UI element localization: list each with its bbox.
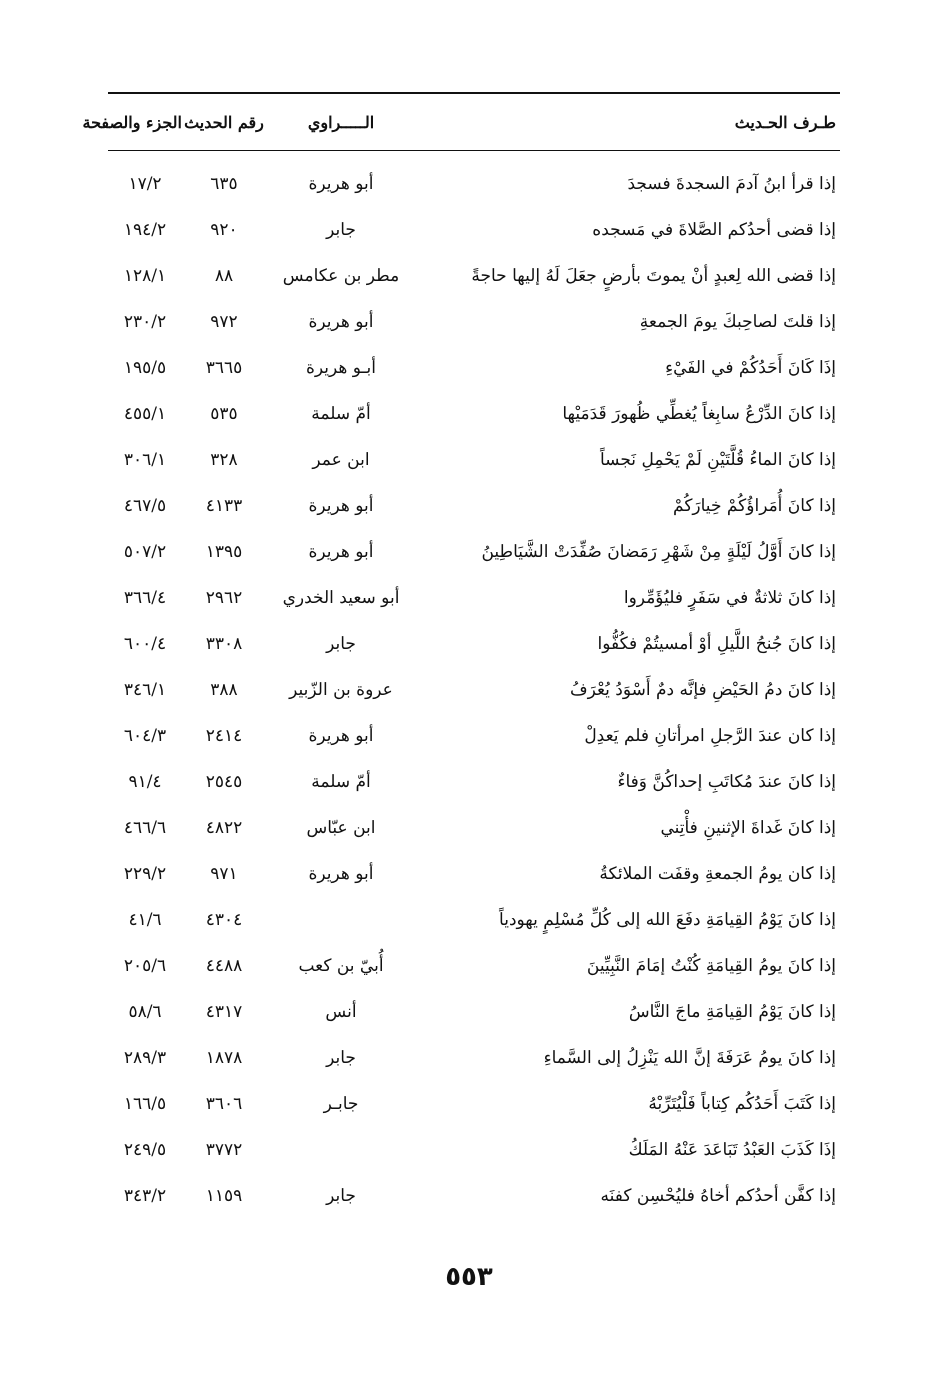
hadith-text: إذا كانَ جُنحُ اللَّيلِ أوْ أمسيتُمْ فكُفُّوا <box>597 634 836 654</box>
table-row <box>108 483 840 529</box>
volume-page: ٢٣٠/٢ <box>123 312 167 332</box>
narrator: جابر <box>326 1186 356 1206</box>
narrator: أبو هريرة <box>308 496 374 516</box>
hadith-text: إذا كانَ يَوْمُ القِيامَةِ دفَعَ الله إلى كُلِّ مُسْلِمٍ يهودياً <box>499 910 836 930</box>
volume-page: ٢٢٩/٢ <box>123 864 167 884</box>
narrator: ابن عمر <box>312 450 370 470</box>
narrator: أبو هريرة <box>308 726 374 746</box>
volume-page: ٩١/٤ <box>128 772 162 792</box>
hadith-number: ٣٣٠٨ <box>205 634 243 654</box>
table-row <box>108 1081 840 1127</box>
hadith-text: إذا كانَ أَوَّلُ لَيْلَةٍ مِنْ شَهْرِ رَمَضانَ صُفِّدَتْ الشَّيَاطِينُ <box>481 542 836 562</box>
narrator: أبو هريرة <box>308 174 374 194</box>
table-row <box>108 805 840 851</box>
volume-page: ٢٠٥/٦ <box>123 956 167 976</box>
hadith-text: إذا كانَ يومُ القِيامَةِ كُنْتُ إمَامَ النَّبِيِّينَ <box>586 956 836 976</box>
hadith-index-table <box>82 92 840 1219</box>
hadith-text: إذا كانَ الدِّرْعُ سابِغاً يُغطِّي ظُهورَ قَدَمَيْها <box>562 404 836 424</box>
table-row <box>108 345 840 391</box>
hadith-number: ٣٦٦٥ <box>205 358 243 378</box>
hadith-number: ٩٢٠ <box>210 220 238 240</box>
hadith-text: إذا كان يومُ الجمعةِ وقفَت الملائكةُ <box>599 864 836 884</box>
hadith-number: ٤٣٠٤ <box>205 910 243 930</box>
header-ref: الجزء والصفحة <box>82 112 182 132</box>
table-row <box>108 207 840 253</box>
hadith-text: إذا كانَ عندَ مُكاتَبِ إحداكُنَّ وَفاءٌ <box>617 772 836 792</box>
hadith-number: ٩٧٢ <box>210 312 238 332</box>
table-row <box>108 713 840 759</box>
hadith-number: ٣٧٧٢ <box>205 1140 243 1160</box>
hadith-text: إذا كان عندَ الرَّجلِ امرأتانِ فلم يَعدِلْ <box>584 726 836 746</box>
volume-page: ١٢٨/١ <box>123 266 167 286</box>
table-row <box>108 1035 840 1081</box>
hadith-number: ٤١٣٣ <box>205 496 243 516</box>
header-number: رقم الحديث <box>184 112 264 132</box>
table-row <box>108 575 840 621</box>
table-row <box>108 897 840 943</box>
hadith-text: إذا كانَ أُمَراؤُكُمْ خِيارَكُمْ <box>673 496 836 516</box>
hadith-number: ٣٨٨ <box>210 680 238 700</box>
volume-page: ٢٤٩/٥ <box>123 1140 167 1160</box>
hadith-text: إذا قضى الله لِعبدٍ أنْ يموتَ بأرضٍ جعَلَ لَهُ إليها حاجةً <box>471 266 836 286</box>
header-text: طـرف الحـديث <box>734 112 836 132</box>
table-row <box>108 391 840 437</box>
hadith-number: ١٣٩٥ <box>205 542 243 562</box>
hadith-text: إذا كانَ ثلاثةٌ في سَفَرٍ فليُؤَمِّروا <box>623 588 836 608</box>
table-header <box>82 94 840 150</box>
narrator: مطر بن عكامس <box>282 266 400 286</box>
hadith-number: ٥٣٥ <box>210 404 238 424</box>
volume-page: ١٩٥/٥ <box>123 358 167 378</box>
hadith-number: ١٨٧٨ <box>205 1048 243 1068</box>
hadith-text: إذا قلتَ لصاحِبكَ يومَ الجمعةِ <box>639 312 836 332</box>
narrator: أُبيّ بن كعب <box>298 956 384 976</box>
narrator: أمّ سلمة <box>311 404 371 424</box>
table-row <box>108 1127 840 1173</box>
narrator: أبو سعيد الخدري <box>282 588 400 608</box>
page-number: ٥٥٣ <box>445 1262 493 1292</box>
hadith-text: إذا قرأ ابنُ آدمَ السجدةَ فسجدَ <box>627 174 836 194</box>
table-row <box>108 667 840 713</box>
volume-page: ١٩٤/٢ <box>123 220 167 240</box>
volume-page: ٤٥٥/١ <box>123 404 167 424</box>
table-row <box>108 621 840 667</box>
hadith-text: إذا كانَ غَداةَ الإثنينِ فأْتِني <box>660 818 836 838</box>
volume-page: ٤١/٦ <box>128 910 162 930</box>
hadith-text: إذَا كَانَ أَحَدُكُمْ في الفَيْءِ <box>665 358 836 378</box>
hadith-number: ٢٤١٤ <box>205 726 243 746</box>
narrator: أبو هريرة <box>308 864 374 884</box>
header-narrator: الـــــراوي <box>307 112 375 132</box>
narrator: ابن عبّاس <box>306 818 376 838</box>
hadith-number: ٢٥٤٥ <box>205 772 243 792</box>
volume-page: ١٧/٢ <box>128 174 162 194</box>
hadith-number: ٣٦٠٦ <box>205 1094 243 1114</box>
narrator: أبـو هريرة <box>306 358 376 378</box>
narrator: جابر <box>326 220 356 240</box>
narrator: جابر <box>326 1048 356 1068</box>
hadith-text: إذا كانَ يَوْمُ القِيامَةِ ماجَ النَّاسُ <box>628 1002 836 1022</box>
narrator: أمّ سلمة <box>311 772 371 792</box>
hadith-number: ٦٣٥ <box>210 174 238 194</box>
table-row <box>108 437 840 483</box>
table-row <box>108 253 840 299</box>
hadith-text: إذا كانَ الماءُ قُلَّتَيْنِ لَمْ يَحْمِلِ نَجساً <box>599 450 836 470</box>
volume-page: ٥٨/٦ <box>128 1002 162 1022</box>
hadith-number: ١١٥٩ <box>205 1186 243 1206</box>
narrator: أبو هريرة <box>308 312 374 332</box>
table-row <box>108 759 840 805</box>
hadith-number: ٤٨٢٢ <box>205 818 243 838</box>
narrator: جابر <box>326 634 356 654</box>
narrator: أبو هريرة <box>308 542 374 562</box>
hadith-text: إذا قضى أحدُكم الصَّلاةَ في مَسجده <box>592 220 836 240</box>
table-row <box>108 989 840 1035</box>
table-row <box>108 851 840 897</box>
volume-page: ٣٤٣/٢ <box>123 1186 167 1206</box>
narrator: عروة بن الزّبير <box>289 680 393 700</box>
hadith-number: ٤٣١٧ <box>205 1002 243 1022</box>
hadith-number: ٣٢٨ <box>210 450 238 470</box>
table-row <box>108 529 840 575</box>
narrator: أنس <box>325 1002 357 1022</box>
volume-page: ٣٠٦/١ <box>123 450 167 470</box>
volume-page: ٤٦٦/٦ <box>123 818 167 838</box>
volume-page: ٣٦٦/٤ <box>123 588 167 608</box>
hadith-text: إذا كانَ دمُ الحَيْضِ فإنَّه دمٌ أَسْوَدُ يُعْرَفُ <box>569 680 836 700</box>
hadith-text: إذا كَتَبَ أَحَدُكُم كِتاباً فَلْيُتَرِّبْهُ <box>648 1094 836 1114</box>
volume-page: ١٦٦/٥ <box>123 1094 167 1114</box>
hadith-number: ٩٧١ <box>210 864 238 884</box>
volume-page: ٣٤٦/١ <box>123 680 167 700</box>
table-body <box>108 151 840 1219</box>
hadith-text: إذا كانَ يومُ عَرَفَةَ إنَّ الله يَنْزِلُ إلى السَّماءِ <box>543 1048 836 1068</box>
table-row <box>108 943 840 989</box>
narrator: جابـر <box>323 1094 359 1114</box>
hadith-text: إذا كفَّن أحدُكم أخاهُ فليُحْسِن كفنَه <box>600 1186 836 1206</box>
hadith-number: ٤٤٨٨ <box>205 956 243 976</box>
table-row <box>108 1173 840 1219</box>
hadith-number: ٢٩٦٢ <box>205 588 243 608</box>
volume-page: ٢٨٩/٣ <box>123 1048 167 1068</box>
volume-page: ٦٠٤/٣ <box>123 726 167 746</box>
table-row <box>108 161 840 207</box>
table-row <box>108 299 840 345</box>
volume-page: ٦٠٠/٤ <box>123 634 167 654</box>
volume-page: ٥٠٧/٢ <box>123 542 167 562</box>
hadith-number: ٨٨ <box>214 266 234 286</box>
hadith-text: إذَا كَذَبَ العَبْدُ تَبَاعَدَ عَنْهُ المَلَكُ <box>628 1140 836 1160</box>
volume-page: ٤٦٧/٥ <box>123 496 167 516</box>
